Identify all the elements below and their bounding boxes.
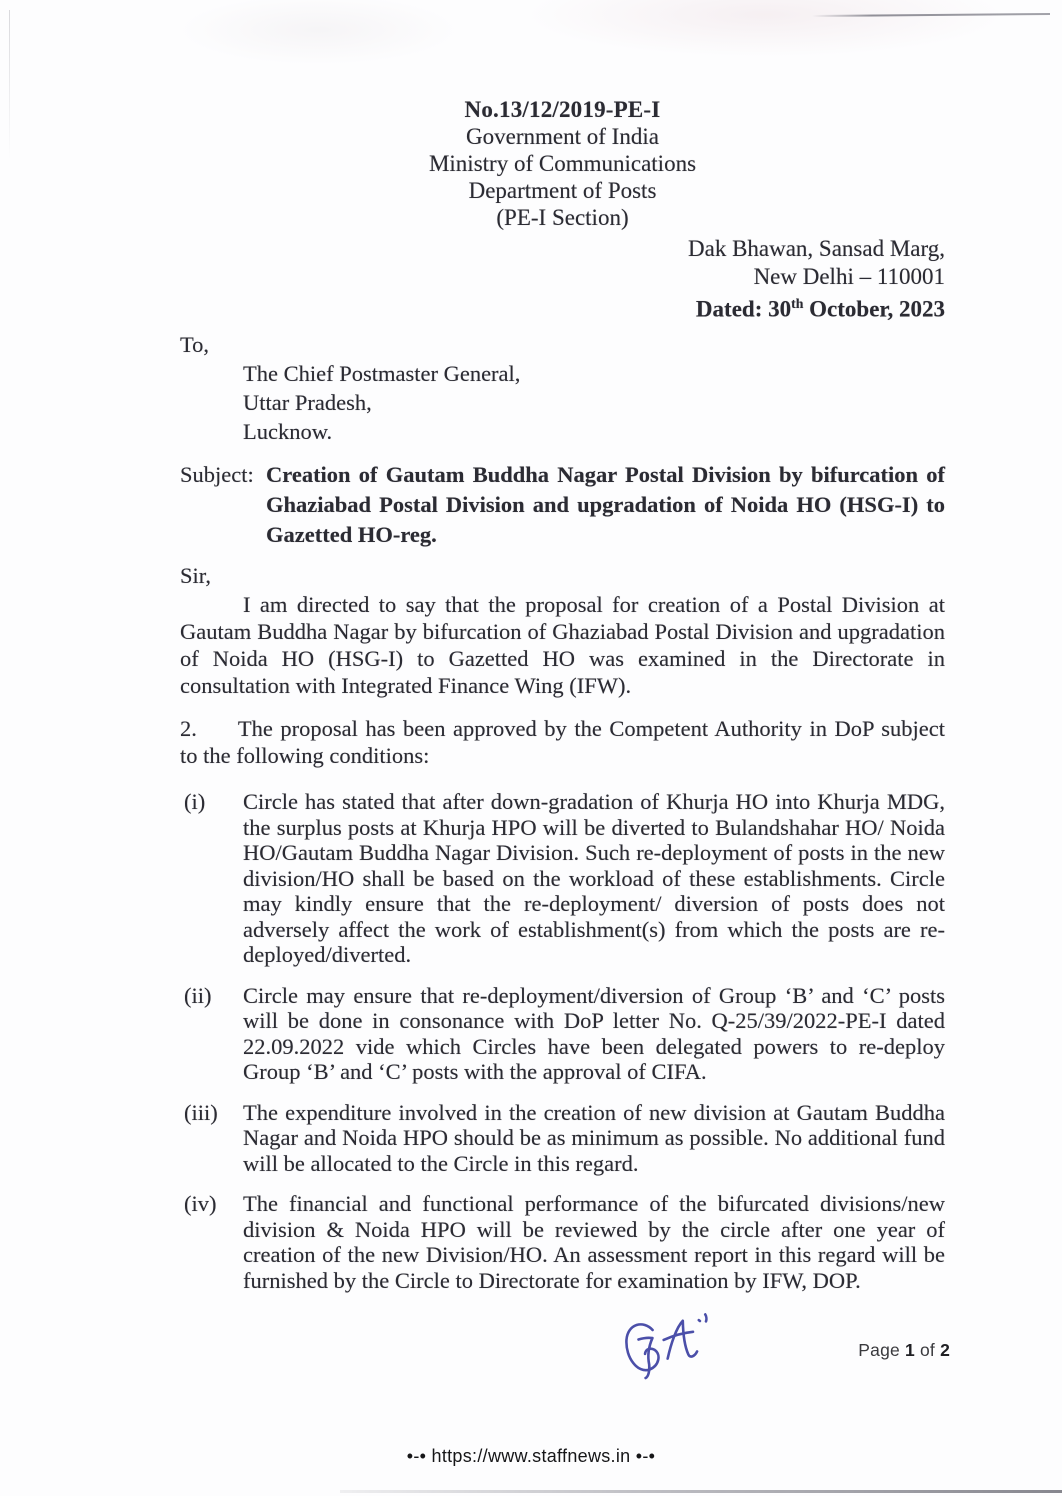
recipient-address — [180, 359, 945, 446]
paragraph-2-text: The proposal has been approved by the Competent Authority in DoP subject to the following conditions: — [180, 716, 945, 769]
condition-item-ii — [180, 983, 945, 1085]
condition-number: (iii) — [184, 1099, 218, 1125]
recipient-line-city: Lucknow. — [243, 419, 333, 445]
condition-item-iii — [180, 1100, 945, 1177]
page-number-label — [858, 1340, 950, 1361]
date-prefix: Dated: 30 — [695, 296, 792, 322]
recipient-block — [180, 330, 945, 446]
total-pages: 2 — [940, 1340, 950, 1360]
date-ordinal-suffix: th — [791, 296, 804, 311]
sender-address-line2: New Delhi – 110001 — [753, 263, 945, 289]
reference-number: No.13/12/2019-PE-I — [464, 97, 661, 122]
condition-item-i — [180, 789, 945, 968]
signature-ink — [614, 1304, 732, 1399]
paragraph-2 — [180, 715, 945, 769]
org-line-section: (PE-I Section) — [496, 205, 629, 230]
org-line-department: Department of Posts — [468, 178, 657, 203]
condition-text: The financial and functional performance of the bifurcated divisions/new division & Noida HPO will be reviewed by the circle after one year of creation of the new Division/HO. An assessment report in this regard will be furnished by the Circle to Directorate for examination by IFW, DOP. — [243, 1191, 945, 1293]
recipient-line-title: The Chief Postmaster General, — [243, 361, 521, 387]
condition-text: Circle may ensure that re-deployment/diversion of Group ‘B’ and ‘C’ posts will be done in consonance with DoP letter No. Q-25/39/2022-PE-I dated 22.09.2022 vide which Circles have been delegated powers to re-deploy Group ‘B’ and ‘C’ posts with the approval of CIFA. — [243, 982, 945, 1085]
paragraph-2-number: 2. — [180, 716, 197, 742]
condition-number: (i) — [184, 789, 206, 815]
scan-artifact-left-edge — [9, 10, 10, 160]
date-suffix: October, 2023 — [803, 296, 945, 322]
salutation: Sir, — [180, 563, 211, 589]
sender-address-block — [180, 235, 945, 323]
page-word: Page — [858, 1340, 900, 1360]
to-label: To, — [180, 332, 210, 358]
condition-text: The expenditure involved in the creation of new division at Gautam Buddha Nagar and Noida HPO should be as minimum as possible. No additional fund will be allocated to the Circle in this regard. — [243, 1099, 945, 1176]
website-watermark: •-• https://www.staffnews.in •-• — [406, 1446, 656, 1466]
sender-address-line1: Dak Bhawan, Sansad Marg, — [688, 236, 945, 261]
subject-block — [180, 460, 945, 550]
letter-content — [180, 0, 945, 1293]
of-word: of — [920, 1340, 935, 1360]
condition-text: Circle has stated that after down-gradation of Khurja HO into Khurja MDG, the surplus posts at Khurja HPO will be diverted to Bulandshahar HO/ Noida HO/Gautam Buddha Nagar Division. Such re-deployment of posts in the new division/HO shall be based on the workload of these establishments. Circle may kindly ensure that the re-deployment/ diversion of posts does not adversely affect the work of establishment(s) from which the posts are re-deployed/diverted. — [243, 789, 945, 968]
paragraph-1: I am directed to say that the proposal for creation of a Postal Division at Gautam Buddha Nagar by bifurcation of Ghaziabad Postal Division and upgradation of Noida HO (HSG-I) to Gazetted HO was examined in the Directorate in consultation with Integrated Finance Wing (IFW). — [180, 592, 945, 699]
org-line-ministry: Ministry of Communications — [428, 151, 697, 176]
scan-artifact-bottom-band — [340, 1490, 1062, 1493]
condition-item-iv — [180, 1191, 945, 1293]
recipient-line-state: Uttar Pradesh, — [243, 390, 372, 416]
page-number: 1 — [905, 1340, 915, 1360]
subject-text: Creation of Gautam Buddha Nagar Postal Division by bifurcation of Ghaziabad Postal Division and upgradation of Noida HO (HSG-I) to Gazetted HO-reg. — [266, 462, 945, 548]
letter-date — [180, 290, 945, 323]
condition-number: (ii) — [184, 982, 212, 1008]
letterhead — [180, 96, 945, 231]
org-line-government: Government of India — [466, 124, 659, 149]
condition-number: (iv) — [184, 1191, 217, 1217]
subject-label: Subject: — [180, 462, 254, 488]
